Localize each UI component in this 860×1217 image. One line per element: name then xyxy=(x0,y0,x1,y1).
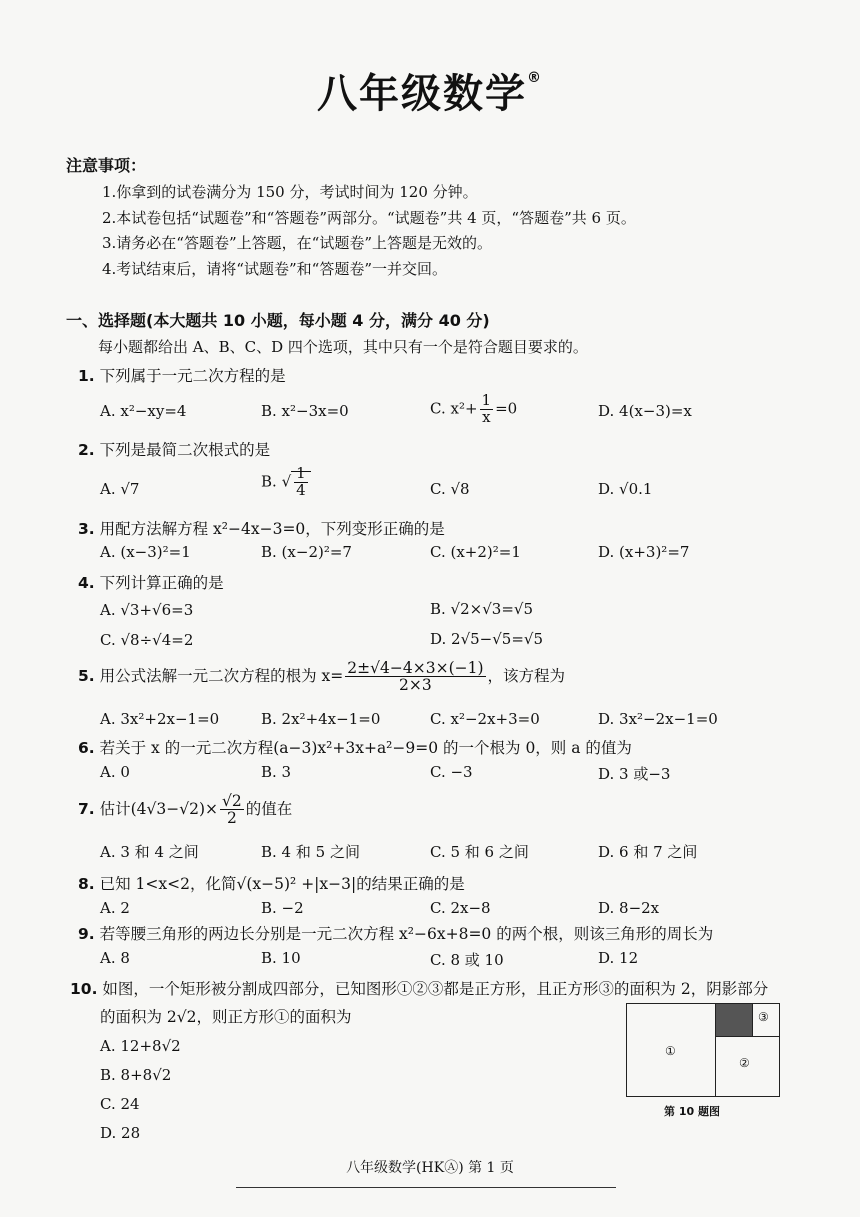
question-1: 1. 下列属于一元二次方程的是 xyxy=(78,367,286,385)
section-instruction: 每小题都给出 A、B、C、D 四个选项，其中只有一个是符合题目要求的。 xyxy=(98,338,588,356)
label-1: ① xyxy=(665,1044,676,1058)
q5-option-c: C. x²−2x+3=0 xyxy=(430,710,540,728)
q3-option-a: A. (x−3)²=1 xyxy=(100,543,191,561)
page-footer: 八年级数学(HKⒶ) 第 1 页 xyxy=(346,1160,514,1176)
q6-option-a: A. 0 xyxy=(100,763,130,781)
question-10: 10. 如图，一个矩形被分割成四部分，已知图形①②③都是正方形，且正方形③的面积为 2，阴影部分 xyxy=(70,980,769,998)
q10-option-c: C. 24 xyxy=(100,1095,140,1113)
q7-option-a: A. 3 和 4 之间 xyxy=(100,843,199,861)
q9-option-b: B. 10 xyxy=(261,949,301,967)
q9-option-d: D. 12 xyxy=(598,949,639,967)
q8-option-a: A. 2 xyxy=(100,899,130,917)
q1-option-d: D. 4(x−3)=x xyxy=(598,402,692,420)
question-2: 2. 下列是最简二次根式的是 xyxy=(78,441,271,459)
notice-item: 2.本试卷包括“试题卷”和“答题卷”两部分。“试题卷”共 4 页，“答题卷”共 6 页。 xyxy=(102,209,636,227)
q7-option-d: D. 6 和 7 之间 xyxy=(598,843,698,861)
q5-option-d: D. 3x²−2x−1=0 xyxy=(598,710,718,728)
question-4: 4. 下列计算正确的是 xyxy=(78,574,224,592)
q2-option-d: D. √0.1 xyxy=(598,480,653,498)
question-5: 5. 用公式法解一元二次方程的根为 x= $\frac{2\pm√4-4\times 3\times(-1)}{2\times 3}$ ，该方程为 xyxy=(78,659,566,695)
question-9: 9. 若等腰三角形的两边长分别是一元二次方程 x²−6x+8=0 的两个根，则该三角形的周长为 xyxy=(78,925,714,943)
notice-heading: 注意事项： xyxy=(66,156,147,175)
q8-option-c: C. 2x−8 xyxy=(430,899,491,917)
notice-item: 3.请务必在“答题卷”上答题，在“试题卷”上答题是无效的。 xyxy=(102,234,492,252)
label-3: ③ xyxy=(758,1010,769,1024)
q9-option-a: A. 8 xyxy=(100,949,130,967)
question-10-line2: 的面积为 2√2，则正方形①的面积为 xyxy=(100,1008,352,1026)
page-title: 八年级数学® xyxy=(317,70,543,117)
q5-option-a: A. 3x²+2x−1=0 xyxy=(100,710,220,728)
footer-rule xyxy=(236,1187,616,1188)
q6-option-b: B. 3 xyxy=(261,763,292,781)
q8-option-d: D. 8−2x xyxy=(598,899,660,917)
q4-option-d: D. 2√5−√5=√5 xyxy=(430,630,544,648)
shaded-region xyxy=(716,1004,753,1036)
q3-option-d: D. (x+3)²=7 xyxy=(598,543,690,561)
q6-option-d: D. 3 或−3 xyxy=(598,765,671,783)
question-8: 8. 已知 1<x<2，化简√(x−5)² +|x−3|的结果正确的是 xyxy=(78,875,465,893)
q4-option-c: C. √8÷√4=2 xyxy=(100,631,194,649)
q1-option-b: B. x²−3x=0 xyxy=(261,402,349,420)
q2-option-a: A. √7 xyxy=(100,480,140,498)
q10-option-d: D. 28 xyxy=(100,1124,141,1142)
q7-option-b: B. 4 和 5 之间 xyxy=(261,843,360,861)
q7-option-c: C. 5 和 6 之间 xyxy=(430,843,529,861)
q9-option-c: C. 8 或 10 xyxy=(430,951,504,969)
q5-option-b: B. 2x²+4x−1=0 xyxy=(261,710,381,728)
q10-option-b: B. 8+8√2 xyxy=(100,1066,172,1084)
registered-mark: ® xyxy=(527,70,543,86)
q3-option-c: C. (x+2)²=1 xyxy=(430,543,521,561)
q10-option-a: A. 12+8√2 xyxy=(100,1037,181,1055)
q8-option-b: B. −2 xyxy=(261,899,304,917)
question-6: 6. 若关于 x 的一元二次方程(a−3)x²+3x+a²−9=0 的一个根为 0，则 a 的值为 xyxy=(78,739,632,757)
label-2: ② xyxy=(739,1056,750,1070)
question-7: 7. 估计(4√3−√2)× $\frac{√2}{2}$ 的值在 xyxy=(78,792,293,828)
question-3: 3. 用配方法解方程 x²−4x−3=0，下列变形正确的是 xyxy=(78,520,445,538)
q4-option-a: A. √3+√6=3 xyxy=(100,601,194,619)
q1-option-c: C. x²+ $\frac{1}{x}$ =0 xyxy=(430,391,518,426)
q4-option-b: B. √2×√3=√5 xyxy=(430,600,534,618)
q6-option-c: C. −3 xyxy=(430,763,473,781)
notice-item: 4.考试结束后，请将“试题卷”和“答题卷”一并交回。 xyxy=(102,260,447,278)
q2-option-b: B. √ $\frac{1}{4}$ xyxy=(261,466,311,499)
q3-option-b: B. (x−2)²=7 xyxy=(261,543,352,561)
q10-figure xyxy=(626,1003,780,1097)
q1-option-a: A. x²−xy=4 xyxy=(100,402,187,420)
section-heading: 一、选择题(本大题共 10 小题，每小题 4 分，满分 40 分) xyxy=(66,311,490,330)
q2-option-c: C. √8 xyxy=(430,480,470,498)
notice-item: 1.你拿到的试卷满分为 150 分，考试时间为 120 分钟。 xyxy=(102,183,478,201)
figure-caption: 第 10 题图 xyxy=(664,1105,720,1118)
